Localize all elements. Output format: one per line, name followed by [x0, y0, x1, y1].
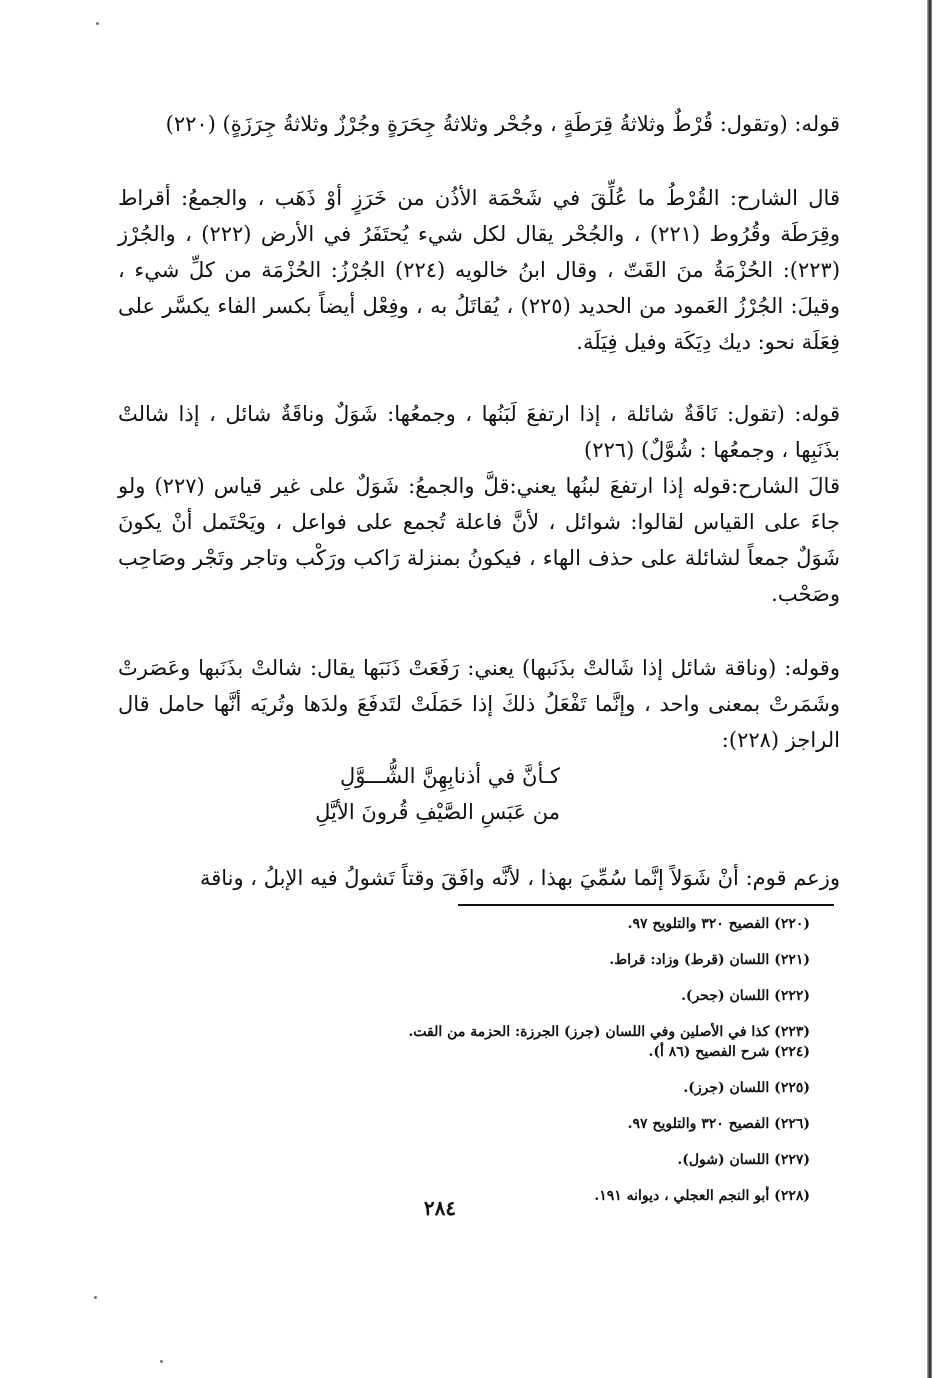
footnote-225: (٢٢٥) اللسان (جرز). [683, 1080, 810, 1096]
footnote-227: (٢٢٧) اللسان (شول). [677, 1152, 810, 1168]
paragraph-text: وقوله: (وناقة شائل إذا شَالتْ بذَنَبها) يعني: رَفَعَتْ ذَنَبَها يقال: شالتْ بذَنَبها وعَصَرتْ وشَمَرتْ بمعنى واحد ، وإنَّما تَفْعَلُ ذلكَ إذا حَمَلَتْ لتَدفَعَ ولدَها وتُريَه أنَّها حامل قال الراجز (٢٢٨): [118, 656, 840, 752]
poem-verse [300, 758, 560, 830]
paragraph-quote-2 [118, 396, 840, 468]
paragraph-quote-3 [118, 650, 840, 758]
footnotes [380, 914, 810, 1204]
poem-line-1: كـأنَّ في أذنابِهِنَّ الشُّـــوَّلِ [339, 764, 560, 788]
page-edge-shadow [927, 0, 932, 1378]
paragraph-text: قوله: (وتقول: قُرْطٌ وثلاثةُ قِرَطَةٍ ، وجُحْر وثلاثةُ جِحَرَةٍ وجُرْزٌ وثلاثةُ جِرَزَةٍ) (٢٢٠) [165, 112, 840, 136]
paragraph-commentary-1 [118, 180, 840, 360]
paragraph-text: قالَ الشارح:قوله إذا ارتفعَ لبنُها يعني:قلَّ والجمعُ: شَوَلٌ على غير قياس (٢٢٧) ولو جاءَ على القياس لقالوا: شوائل ، لأنَّ فاعلة تُجمع على فواعل ، ويَحْتَمل أنْ يكونَ شَوَلٌ جمعاً لشائلة على حذف الهاء ، فيكونُ بمنزلة رَاكب ورَكْب وتاجر وتَجْر وصَاحِب وصَحْب. [118, 474, 840, 606]
footnote-221: (٢٢١) اللسان (قرط) وزاد: قراط. [609, 952, 810, 968]
footnote-228: (٢٢٨) أبو النجم العجلي ، ديوانه ١٩١. [594, 1188, 810, 1204]
scan-speck [94, 1296, 97, 1299]
page-number: ٢٨٤ [423, 1196, 457, 1220]
paragraph-closing [118, 860, 840, 896]
footnote-223: (٢٢٣) كذا في الأصلين وفي اللسان (جرز) الجرزة: الحزمة من القت. [408, 1024, 810, 1040]
scan-speck [160, 1360, 163, 1363]
footnote-226: (٢٢٦) الفصيح ٣٢٠ والتلويح ٩٧. [627, 1116, 810, 1132]
paragraph-quote-1 [118, 106, 840, 142]
scan-speck [96, 22, 99, 25]
footnote-222: (٢٢٢) اللسان (جحر). [681, 988, 810, 1004]
footnote-224: (٢٢٤) شرح الفصيح (٨٦ أ). [648, 1044, 810, 1060]
paragraph-text: قال الشارح: القُرْطُ ما عُلِّقَ في شَحْمَة الأذُن من خَرَزٍ أوْ ذَهَب ، والجمعُ: أقراط وقِرَطَة وقُرُوط (٢٢١) ، والجُحْر يقال لكل شيء يُحتَفَرُ في الأرض (٢٢٢) ، والجُرْز (٢٢٣): الحُزْمَةُ منَ القَتّ ، وقال ابنُ خالويه (٢٢٤) الجُرْزُ: الحُزْمَة من كلِّ شيء ، وقيلَ: الجُرْزُ العَمود من الحديد (٢٢٥) ، يُقاتَلُ به ، وفِعْل أيضاً بكسر الفاء يكسَّر على فِعَلَة نحو: ديك دِيَكَة وفيل فِيَلَة. [118, 186, 841, 354]
poem-line-2: من عَبَسِ الصَّيْفِ قُرونَ الأيَّلِ [315, 800, 560, 824]
footnote-220: (٢٢٠) الفصيح ٣٢٠ والتلويح ٩٧. [627, 916, 810, 932]
paragraph-commentary-2 [118, 468, 840, 612]
paragraph-text: قوله: (تقول: نَاقَةٌ شائلة ، إذا ارتفعَ لَبَنُها ، وجمعُها: شَوَلٌ وناقَةٌ شائل ، إذا شالتْ بذَنَبِها ، وجمعُها : شُوَّلٌ) (٢٢٦) [118, 402, 840, 462]
paragraph-text: وزعم قوم: أنْ شَوَلاً إنَّما سُمِّيَ بهذا ، لأنَّه وافَقَ وقتاً تَشولُ فيه الإبلُ ، وناقة [199, 866, 840, 890]
footnote-separator [458, 904, 834, 906]
